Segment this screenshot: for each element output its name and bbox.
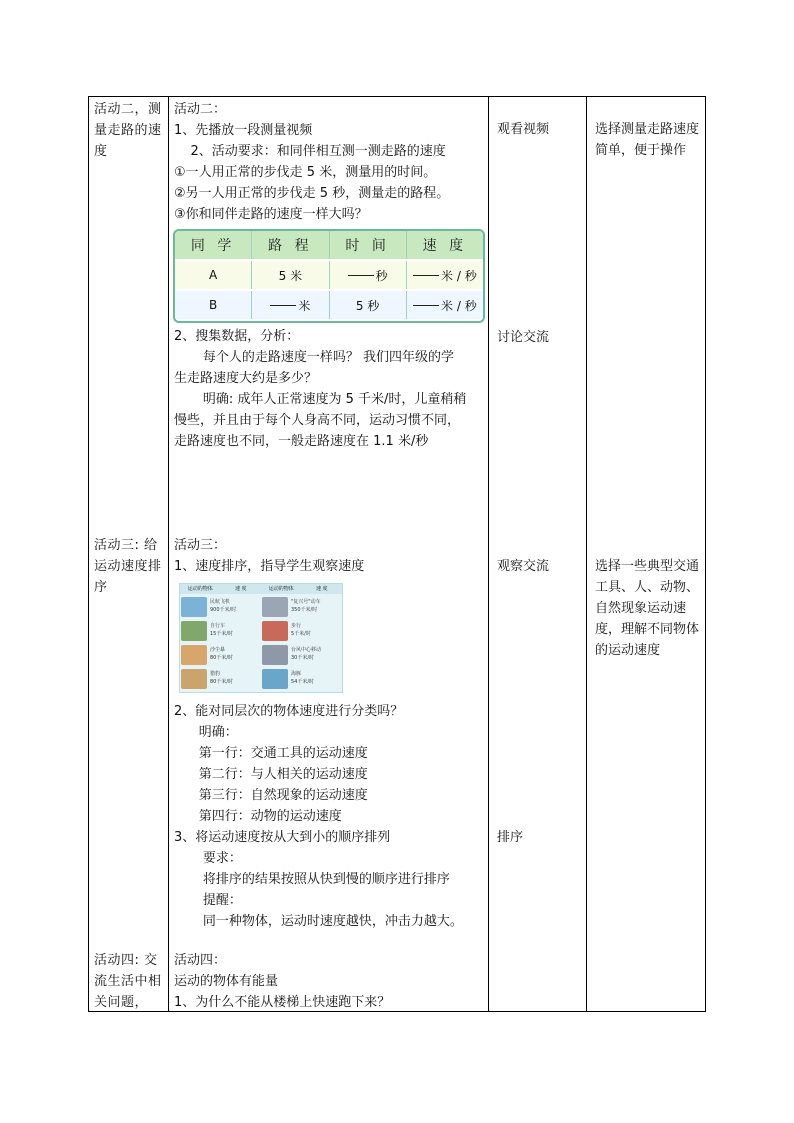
activity2-line: 1、先播放一段测量视频 [174,123,313,138]
activity4-title: 活动四: 交流生活中相关问题， [94,953,162,1010]
speed-cell: 米 / 秒 [407,291,483,319]
activity3-line: 将排序的结果按照从快到慢的顺序进行排序 [174,872,450,887]
activity2-line: ②另一人用正常的步伐走 5 秒，测量走的路程。 [174,186,450,201]
speed-item-photo [181,621,207,641]
speed-item-label: 民航飞机 900千米/时 [210,599,237,613]
speed-item-photo [181,597,207,617]
header-cell: 路 程 [252,231,329,259]
activity4-line: 1、为什么不能从楼梯上快速跑下来？ [174,995,391,1010]
lesson-plan-table [88,96,706,1012]
column-divider [168,97,169,1011]
activity2-title: 活动二，测量走路的速度 [94,102,162,159]
analysis-line: 每个人的走路速度一样吗？ 我们四年级的学 [174,350,455,365]
speed-item-label: 猎豹 80千米/时 [210,671,234,685]
speed-item [261,668,341,690]
speed-item-photo [181,645,207,665]
speed-image-header: 运动的物体 速 度 运动的物体 速 度 [180,584,342,594]
header-cell: 速 度 [422,238,468,254]
analysis-line: 走路速度也不同，一般走路速度在 1.1 米/秒 [174,434,429,449]
column-divider [586,97,587,1011]
activity2-line: 2、活动要求：和同伴相互测一测走路的速度 [174,144,446,159]
speed-item-photo [262,669,288,689]
activity3-line: 2、能对同层次的物体速度进行分类吗？ [174,704,404,719]
speed-item-label: 自行车 15千米/时 [210,623,234,637]
student-cell: B [175,291,252,319]
activity2-line: ①一人用正常的步伐走 5 米，测量用的时间。 [174,165,437,180]
speed-cell: 米 / 秒 [407,261,483,289]
activity3-line: 同一种物体，运动时速度越快，冲击力越大。 [174,914,463,929]
column-divider [488,97,489,1011]
activity3-line: 第一行：交通工具的运动速度 [174,746,368,761]
activity2-line: ③你和同伴走路的速度一样大吗？ [174,207,368,222]
activity3-line: 提醒： [174,893,242,908]
speed-item [261,644,341,666]
student-activity: 观察交流 [497,559,550,574]
speed-item-photo [181,669,207,689]
activity3-line: 第二行：与人相关的运动速度 [174,767,368,782]
activity3-line: 1、速度排序，指导学生观察速度 [174,559,365,574]
analysis-line: 明确: 成年人正常速度为 5 千米/时，儿童稍稍 [174,392,467,407]
speed-item [261,596,341,618]
speed-item-label: 步行 5千米/时 [291,623,311,637]
speed-item-label: "复兴号"动车 350千米/时 [291,599,321,613]
speed-item-photo [262,621,288,641]
time-cell: 5 秒 [330,291,407,319]
measurement-table-header [175,231,483,259]
blank-line [348,275,374,276]
blank-line [270,305,296,306]
activity3-line: 第四行：动物的运动速度 [174,809,342,824]
distance-cell: 5 米 [252,261,329,289]
table-row [175,291,483,319]
activity3-title: 活动三: 给运动速度排序 [94,538,162,595]
speed-item [180,668,260,690]
student-activity: 观看视频 [497,122,550,137]
speed-item [180,644,260,666]
speed-item-photo [262,645,288,665]
design-intent: 选择测量走路速度简单，便于操作 [595,122,700,158]
speed-item-photo [262,597,288,617]
distance-cell: 米 [252,291,329,319]
activity3-line: 第三行：自然现象的运动速度 [174,788,368,803]
activity3-content-title: 活动三： [174,538,227,553]
speed-item [180,620,260,642]
activity2-content-title: 活动二： [174,102,227,117]
activity3-line: 3、将运动速度按从大到小的顺序排列 [174,830,391,845]
table-row [175,261,483,289]
student-cell: A [175,261,252,289]
speed-item [180,596,260,618]
activity3-line: 明确： [174,725,238,740]
time-cell: 秒 [330,261,407,289]
activity3-line: 要求： [174,851,242,866]
speed-item [261,620,341,642]
student-activity: 讨论交流 [497,330,550,345]
analysis-line: 生走路速度大约是多少？ [174,371,318,386]
analysis-line: 慢些，并且由于每个人身高不同，运动习惯不同， [174,413,461,428]
speed-item-label: 台风中心移动 30千米/时 [291,647,322,661]
activity4-line: 运动的物体有能量 [174,974,279,989]
speed-comparison-image [179,583,343,693]
header-cell: 同 学 [175,231,252,259]
design-intent: 选择一些典型交通工具、人、动物、自然现象运动速度，理解不同物体的运动速度 [595,559,700,658]
speed-item-label: 海豚 54千米/时 [291,671,315,685]
blank-line [413,305,439,306]
speed-item-label: 沙尘暴 80千米/时 [210,647,234,661]
activity4-content-title: 活动四： [174,953,227,968]
blank-line [413,275,439,276]
student-activity: 排序 [497,830,524,845]
analysis-line: 2、搜集数据，分析： [174,329,300,344]
measurement-table [173,229,485,323]
header-cell: 时 间 [330,231,407,259]
